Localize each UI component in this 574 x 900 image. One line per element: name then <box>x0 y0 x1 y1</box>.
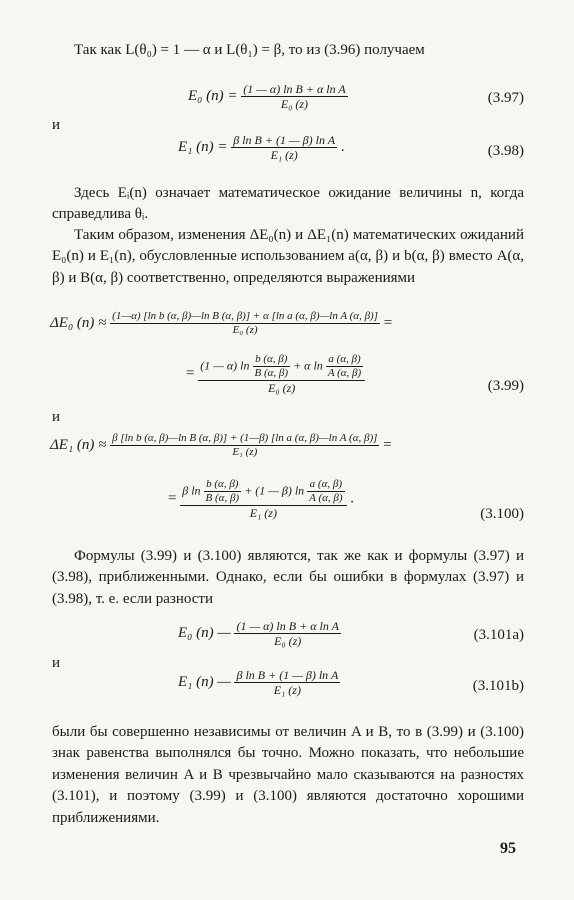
eq-period: . <box>340 138 345 155</box>
conjunction-and: и <box>52 409 61 425</box>
eq-numerator: (1 — α) ln B + α ln A <box>243 82 346 96</box>
conjunction-and: и <box>52 655 61 671</box>
eq-fraction <box>231 133 337 162</box>
eq-lhs: ΔE₀ (n) ≈ <box>50 314 107 331</box>
eq-inner-numerator: a (α, β) <box>307 478 344 492</box>
eq-lhs: E₀ (n) = <box>188 87 238 104</box>
equation-number: (3.97) <box>487 90 524 106</box>
eq-numerator <box>180 478 346 506</box>
equation-3-99-line2 <box>186 353 365 395</box>
eq-inner-fraction <box>307 478 344 505</box>
paragraph-conclusion: были бы совершенно независимы от величин A и B, то в (3.99) и (3.100) знак равенства выполнялся бы точно. Можно показать, что небольшие изменения величин A и B чрезвычайно мало сказываются на разностях (3.101), и поэтому (3.99) и (3.100) являются достаточно хорошими приближениями. <box>52 724 524 826</box>
eq-inner-numerator: a (α, β) <box>326 353 363 367</box>
page-number: 95 <box>500 840 516 857</box>
eq-fraction <box>241 82 347 111</box>
eq-denominator: E₀ (z) <box>280 97 309 111</box>
eq-inner-fraction <box>253 353 291 380</box>
equation-3-98 <box>178 133 345 162</box>
eq-equals: = <box>168 490 177 507</box>
eq-inner-denominator: A (α, β) <box>309 492 343 504</box>
eq-numerator: β [ln b (α, β)—ln B (α, β)] + (1—β) [ln a (α, β)—ln A (α, β)] <box>112 432 378 444</box>
eq-inner-fraction <box>204 478 242 505</box>
paragraph-approximations: Формулы (3.99) и (3.100) являются, так же как и формулы (3.97) и (3.98), приближенными. Однако, если бы ошибки в формулах (3.97) и (3.98), т. е. если разности <box>52 548 524 607</box>
eq-lhs: ΔE₁ (n) ≈ <box>50 436 107 453</box>
eq-inner-denominator: A (α, β) <box>327 367 362 379</box>
paragraph-changes: Таким образом, изменения ΔE₀(n) и ΔE₁(n) математических ожиданий E₀(n) и E₁(n), обусловленные использованием a(α, β) и b(α, β) вместо A(α, β) и B(α, β) соответственно, определяются выражениями <box>52 227 524 286</box>
eq-term: β ln <box>182 483 201 498</box>
eq-numerator: β ln B + (1 — β) ln A <box>236 668 339 682</box>
paragraph-intro: Так как L(θ₀) = 1 — α и L(θ₁) = β, то из (3.96) получаем <box>74 42 425 58</box>
eq-term: + α ln <box>293 358 323 373</box>
eq-numerator <box>198 353 365 381</box>
eq-lhs: E₁ (n) — <box>178 673 231 690</box>
equation-3-100-line2 <box>168 478 354 520</box>
conjunction-and: и <box>52 117 61 133</box>
eq-term: (1 — α) ln <box>200 358 250 373</box>
eq-equals: = <box>383 436 392 453</box>
eq-numerator: β ln B + (1 — β) ln A <box>233 133 336 147</box>
equation-3-97 <box>188 82 348 111</box>
eq-denominator: E₀ (z) <box>232 324 258 336</box>
eq-period: . <box>350 490 355 507</box>
eq-numerator: (1 — α) ln B + α ln A <box>236 619 339 633</box>
eq-denominator: E₁ (z) <box>232 446 258 458</box>
eq-term: + (1 — β) ln <box>244 483 305 498</box>
equation-3-101a <box>178 619 341 648</box>
eq-denominator: E₀ (z) <box>274 634 302 648</box>
equation-3-101b <box>178 668 340 697</box>
equation-number: (3.99) <box>487 378 524 394</box>
eq-fraction <box>234 619 340 648</box>
eq-denominator: E₁ (z) <box>249 506 277 520</box>
equation-3-100-line1 <box>50 432 392 459</box>
paragraph-definition: Здесь Eᵢ(n) означает математическое ожидание величины n, когда справедлива θᵢ. <box>52 185 524 223</box>
eq-equals: = <box>186 365 195 382</box>
eq-inner-fraction <box>326 353 363 380</box>
eq-numerator: (1—α) [ln b (α, β)—ln B (α, β)] + α [ln a (α, β)—ln A (α, β)] <box>112 310 378 322</box>
eq-inner-numerator: b (α, β) <box>253 353 291 367</box>
eq-fraction <box>234 668 340 697</box>
eq-fraction <box>110 310 380 337</box>
eq-fraction <box>198 353 365 395</box>
eq-inner-numerator: b (α, β) <box>204 478 242 492</box>
equation-number: (3.98) <box>487 143 524 159</box>
eq-denominator: E₁ (z) <box>273 683 301 697</box>
equation-number: (3.101a) <box>473 627 524 643</box>
eq-inner-denominator: B (α, β) <box>205 492 240 504</box>
eq-fraction <box>110 432 379 459</box>
equation-3-99-line1 <box>50 310 392 337</box>
eq-fraction <box>180 478 346 520</box>
equation-number: (3.100) <box>480 506 524 522</box>
eq-lhs: E₀ (n) — <box>178 624 231 641</box>
eq-inner-denominator: B (α, β) <box>254 367 289 379</box>
equation-number: (3.101b) <box>472 678 524 694</box>
eq-denominator: E₀ (z) <box>268 381 296 395</box>
eq-equals: = <box>383 314 393 331</box>
eq-denominator: E₁ (z) <box>270 148 298 162</box>
eq-lhs: E₁ (n) = <box>178 138 228 155</box>
